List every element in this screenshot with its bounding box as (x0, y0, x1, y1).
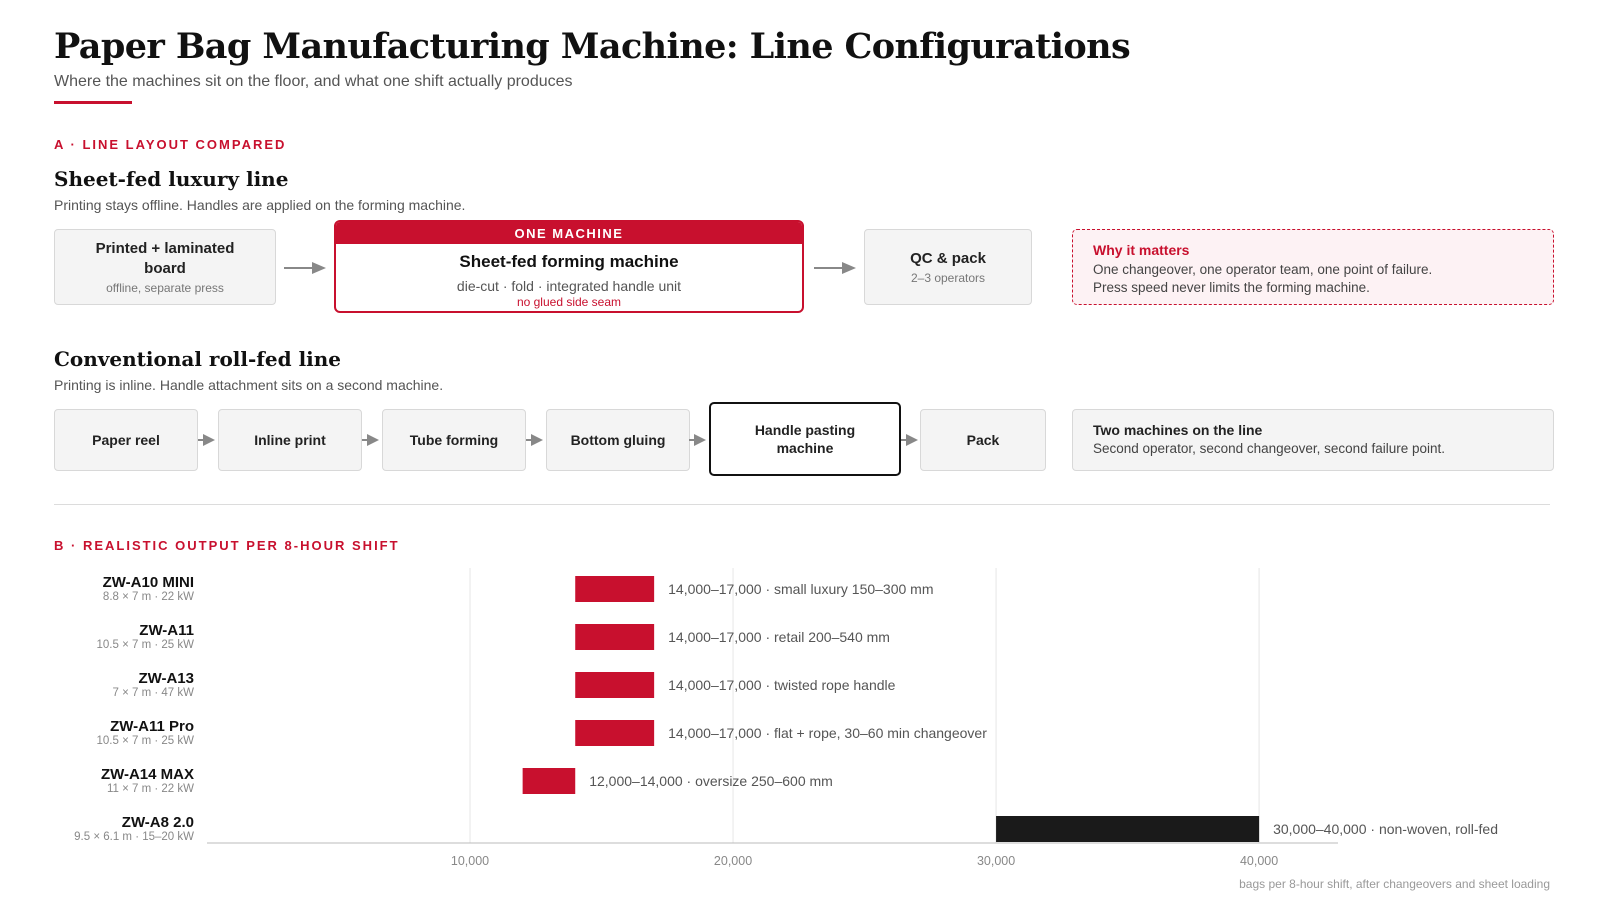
input-board-title: Printed + laminated board (95, 239, 235, 277)
section-a-label: A · LINE LAYOUT COMPARED (54, 137, 287, 152)
callout-title: Two machines on the line (1093, 422, 1263, 438)
roll-fed-line-description: Printing is inline. Handle attachment sits on a second machine. (54, 377, 444, 393)
range-bar (575, 576, 654, 602)
machine-name: ZW-A8 2.0 (121, 814, 194, 831)
range-bar (523, 768, 576, 794)
page-subtitle: Where the machines sit on the floor, and what one shift actually produces (54, 73, 573, 90)
machine-name: ZW-A14 MAX (100, 766, 194, 783)
qc-pack-title: QC & pack (910, 249, 986, 267)
data-label: 12,000–14,000 · oversize 250–600 mm (589, 773, 833, 789)
step-handle-pasting-machine: Handle pasting machine (709, 402, 901, 476)
machine-name: ZW-A11 Pro (110, 718, 194, 735)
step-bottom-gluing: Bottom gluing (546, 409, 690, 471)
machine-name: ZW-A13 (138, 670, 194, 687)
data-label: 14,000–17,000 · flat + rope, 30–60 min changeover (668, 725, 987, 741)
forming-machine-title: Sheet-fed forming machine (459, 252, 679, 271)
roll-fed-line-title: Conventional roll-fed line (54, 347, 342, 371)
forming-machine-sub: die-cut · fold · integrated handle unit (456, 278, 682, 294)
chart-footnote: bags per 8-hour shift, after changeovers and sheet loading (1239, 877, 1550, 891)
machine-spec: 8.8 × 7 m · 22 kW (102, 591, 194, 603)
machine-name: ZW-A10 MINI (102, 574, 194, 591)
qc-pack-sub: 2–3 operators (910, 270, 986, 285)
x-tick-label: 20,000 (713, 854, 753, 868)
step-pack: Pack (920, 409, 1046, 471)
callout-title: Why it matters (1093, 242, 1190, 258)
step-tube-forming: Tube forming (382, 409, 526, 471)
x-tick-label: 30,000 (976, 854, 1016, 868)
one-machine-badge: ONE MACHINE (336, 222, 802, 244)
section-b-label: B · REALISTIC OUTPUT PER 8-HOUR SHIFT (54, 538, 400, 553)
data-label: 14,000–17,000 · retail 200–540 mm (668, 629, 890, 645)
data-label: 30,000–40,000 · non-woven, roll-fed (1273, 821, 1499, 837)
x-tick-label: 10,000 (450, 854, 490, 868)
range-bar (996, 816, 1259, 842)
data-label: 14,000–17,000 · small luxury 150–300 mm (668, 581, 934, 597)
range-bar (575, 720, 654, 746)
sheet-fed-line-description: Printing stays offline. Handles are applied on the forming machine. (54, 197, 466, 213)
step-inline-print: Inline print (218, 409, 362, 471)
machine-spec: 7 × 7 m · 47 kW (112, 687, 194, 699)
machine-spec: 10.5 × 7 m · 25 kW (96, 639, 194, 651)
machine-spec: 9.5 × 6.1 m · 15–20 kW (74, 831, 194, 843)
step-paper-reel: Paper reel (54, 409, 198, 471)
callout-line: Press speed never limits the forming machine. (1093, 280, 1370, 295)
sheet-fed-line-title: Sheet-fed luxury line (54, 167, 289, 191)
range-bar (575, 624, 654, 650)
callout-line: One changeover, one operator team, one point of failure. (1093, 262, 1433, 277)
forming-machine-note: no glued side seam (516, 295, 622, 309)
machine-spec: 11 × 7 m · 22 kW (106, 783, 194, 795)
callout-text: Second operator, second changeover, second failure point. (1093, 441, 1445, 456)
input-board-sub: offline, separate press (106, 280, 224, 295)
data-label: 14,000–17,000 · twisted rope handle (668, 677, 896, 693)
machine-spec: 10.5 × 7 m · 25 kW (96, 735, 194, 747)
machine-name: ZW-A11 (139, 622, 194, 639)
range-bar (575, 672, 654, 698)
x-tick-label: 40,000 (1239, 854, 1279, 868)
page-title: Paper Bag Manufacturing Machine: Line Configurations (54, 26, 1131, 67)
